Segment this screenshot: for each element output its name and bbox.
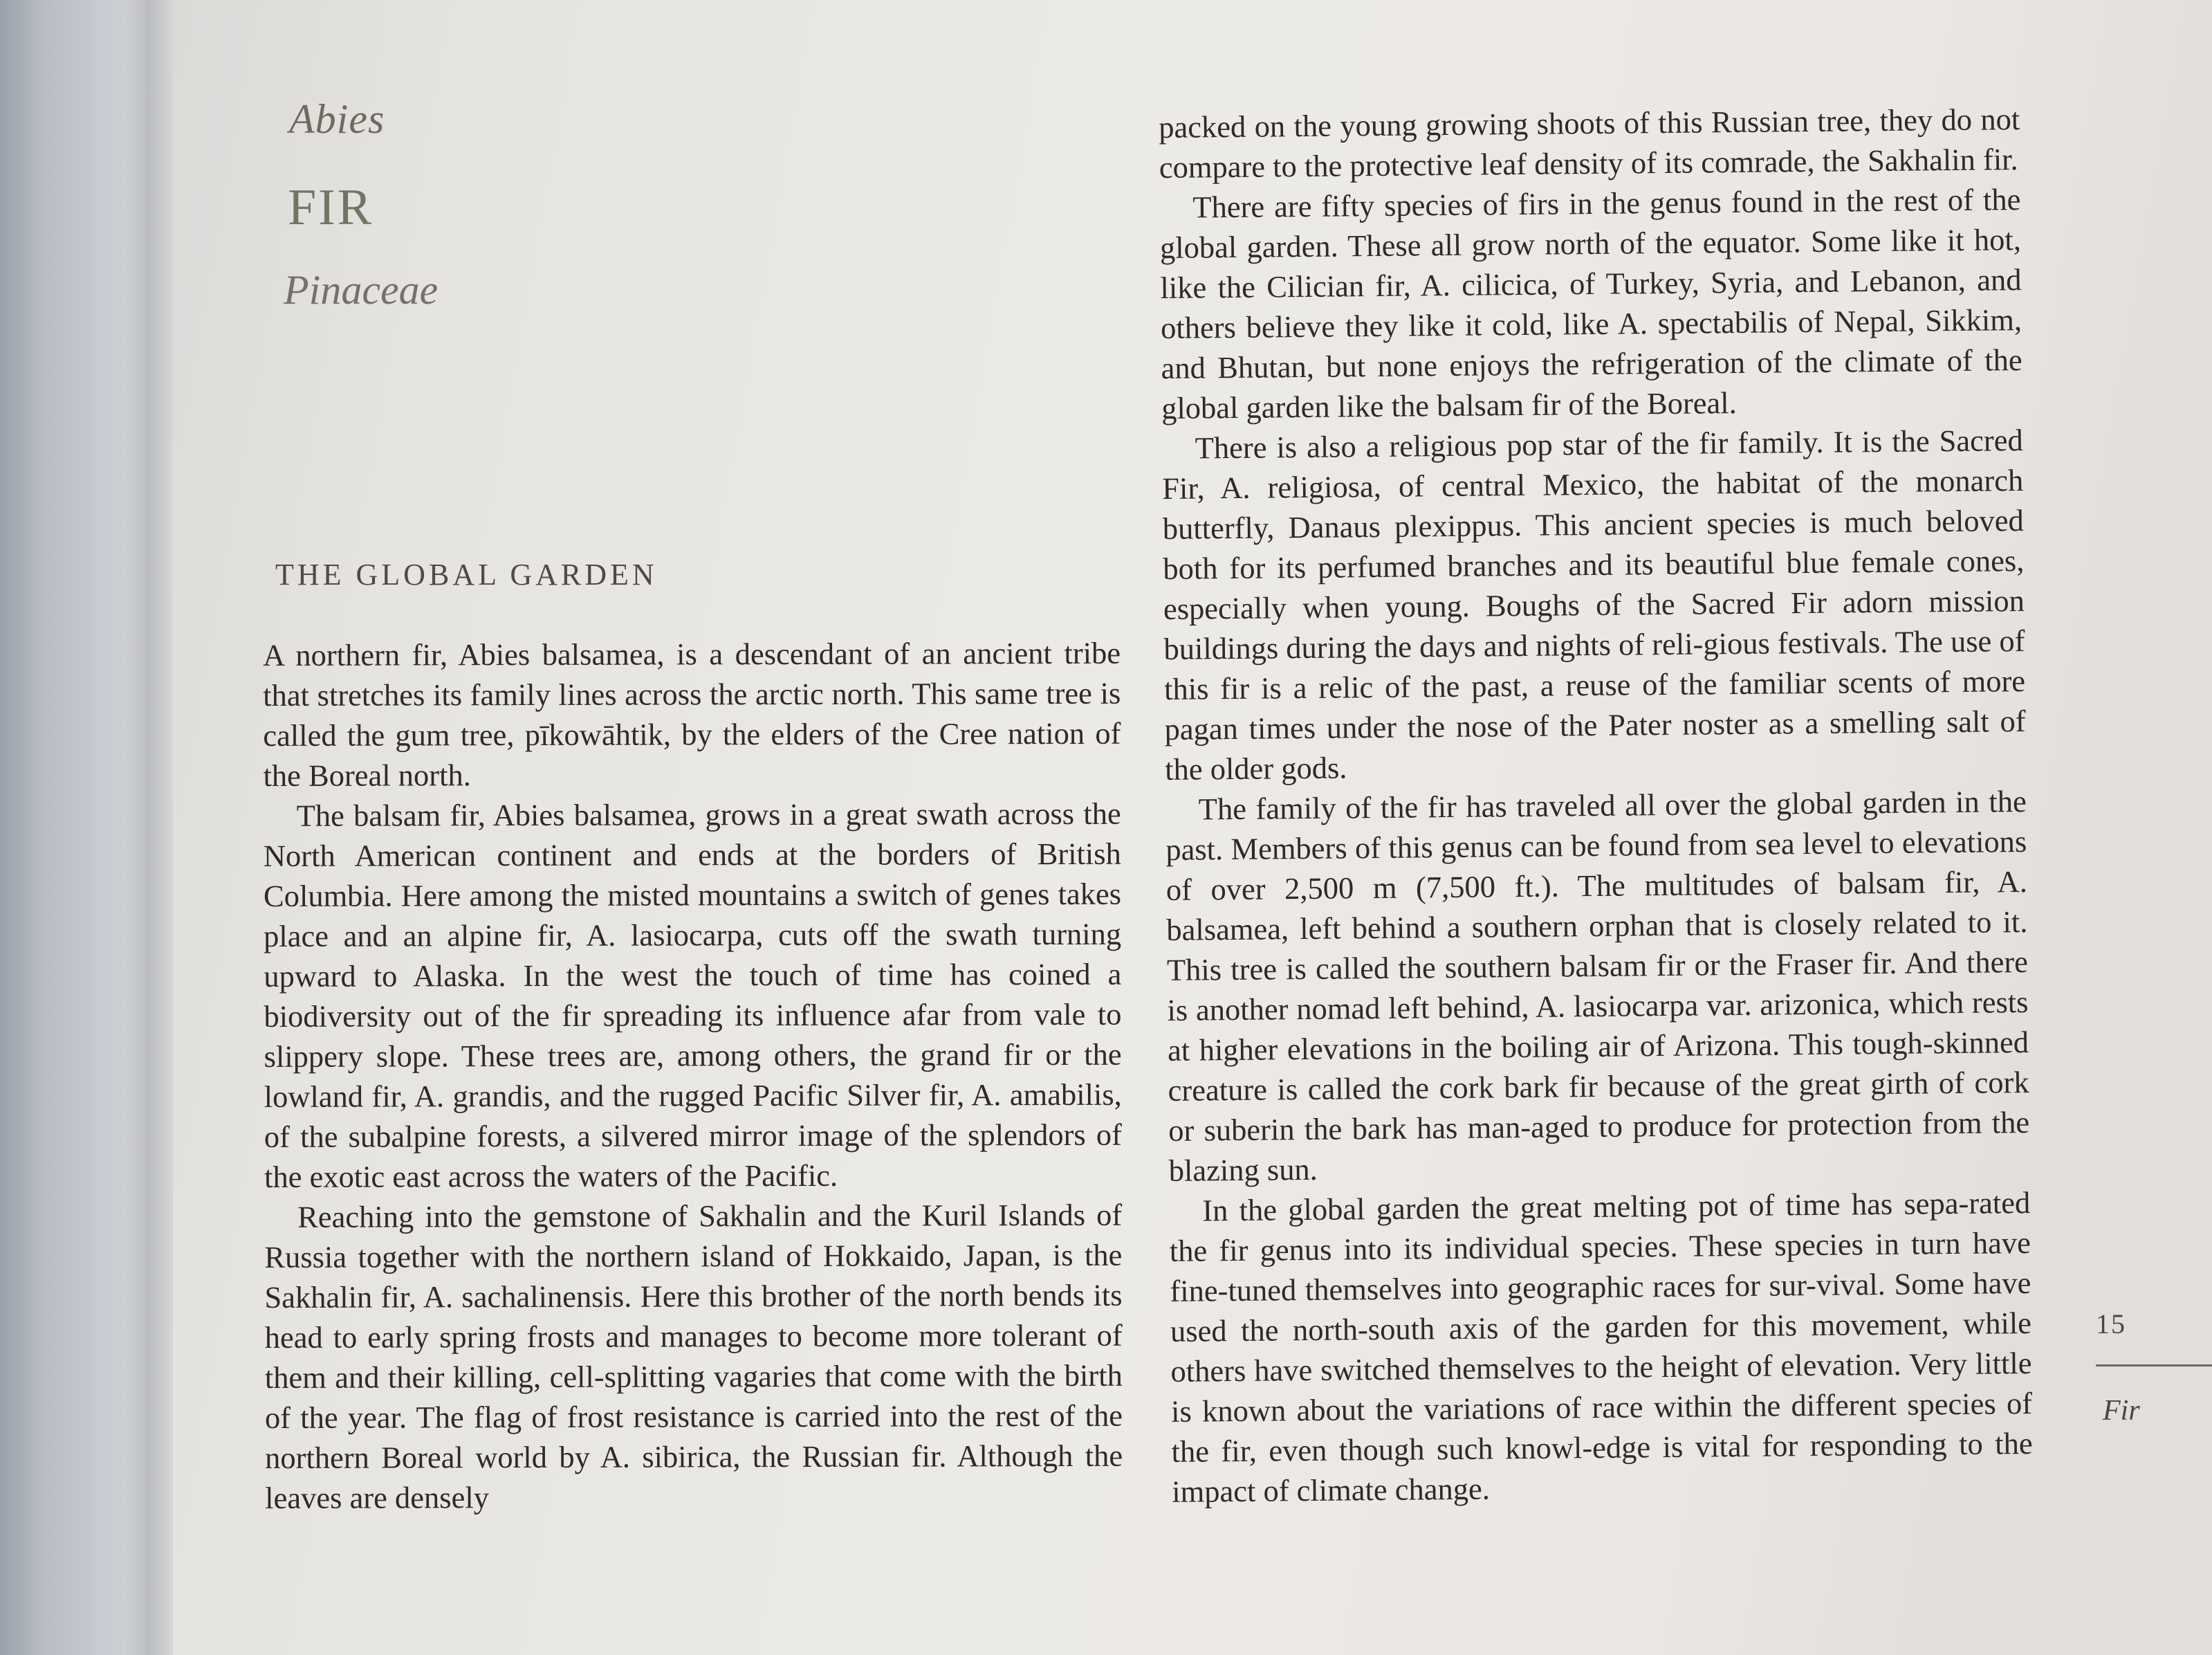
paragraph: The balsam fir, Abies balsamea, grows in a great swath across the North American continent and ends at the borders of British Columbia. Here among the misted mountains a switch of genes takes place and an alpine fir, A. lasiocarpa, cuts off the swath turning upward to Alaska. In the west the touch of time has coined a biodiversity out of the fir spreading its influence afar from vale to slippery slope. These trees are, among others, the grand fir or the lowland fir, A. grandis, and the rugged Pacific Silver fir, A. amabilis, of the subalpine forests, a silvered mirror image of the splendors of the exotic east across the waters of the Pacific. bbox=[263, 796, 1122, 1194]
chapter-title: FIR bbox=[288, 179, 374, 236]
margin-rule bbox=[2096, 1364, 2212, 1366]
paragraph: There are fifty species of firs in the genus found in the rest of the global garden. These all grow north of the equator. Some like it hot, like the Cilician fir, A. cilicica, of Turkey, Syria, and Lebanon, and others believe they like it cold, like A. spectabilis of Nepal, Sikkim, and Bhutan, but none enjoys the refrigeration of the climate of the global garden like the balsam fir of the Boreal. bbox=[1159, 182, 2022, 426]
left-column bbox=[263, 633, 1123, 1518]
running-head: Fir bbox=[2103, 1395, 2140, 1427]
page-number: 15 bbox=[2096, 1308, 2126, 1339]
binding-shadow bbox=[125, 0, 173, 1655]
paragraph: The family of the fir has traveled all over the global garden in the past. Members of this genus can be found from sea level to elevations of over 2,500 m (7,500 ft.). The multitudes of balsam fir, A. balsamea, left behind a southern orphan that is closely related to it. This tree is called the southern balsam fir or the Fraser fir. And there is another nomad left behind, A. lasiocarpa var. arizonica, which rests at higher elevations in the boiling air of Arizona. This tough-skinned creature is called the cork bark fir because of the great girth of cork or suberin the bark has man-aged to produce for protection from the blazing sun. bbox=[1165, 784, 2030, 1188]
genus-name: Abies bbox=[289, 96, 385, 142]
right-column bbox=[1159, 99, 2033, 1512]
family-name bbox=[284, 266, 438, 314]
paragraph: A northern fir, Abies balsamea, is a descendant of an ancient tribe that stretches its family lines across the arctic north. This same tree is called the gum tree, pīkowāhtik, by the elders of the Cree nation of the Boreal north. bbox=[263, 635, 1121, 793]
section-heading: THE GLOBAL GARDEN bbox=[275, 558, 658, 592]
paragraph: There is also a religious pop star of the fir family. It is the Sacred Fir, A. religiosa, of central Mexico, the habitat of the monarch butterfly, Danaus plexippus. This ancient species is much beloved both for its perfumed branches and its beautiful blue female cones, especially when young. Boughs of the Sacred Fir adorn mission buildings during the days and nights of reli-gious festivals. The use of this fir is a relic of the past, a reuse of the familiar scents of more pagan times under the nose of the Pater noster as a smelling salt of the older gods. bbox=[1162, 423, 2026, 787]
paragraph: Reaching into the gemstone of Sakhalin and the Kuril Islands of Russia together with the northern island of Hokkaido, Japan, is the Sakhalin fir, A. sachalinensis. Here this brother of the north bends its head to early spring frosts and manages to become more tolerant of them and their killing, cell-splitting vagaries that come with the birth of the year. The flag of frost resistance is carried into the rest of the northern Boreal world by A. sibirica, the Russian fir. Although the leaves are densely bbox=[264, 1197, 1123, 1515]
family-name-text: Pinaceae bbox=[284, 267, 439, 313]
paragraph: packed on the young growing shoots of this Russian tree, they do not compare to the protective leaf density of its comrade, the Sakhalin fir. bbox=[1159, 102, 2020, 185]
paragraph: In the global garden the great melting pot of time has sepa-rated the fir genus into its individual species. These species in turn have fine-tuned themselves into geographic races for sur-vival. Some have used the north-south axis of the garden for this movement, while others have switched themselves to the height of elevation. Very little is known about the variations of race within the different species of the fir, even though such knowl-edge is vital for responding to the impact of climate change. bbox=[1169, 1185, 2033, 1509]
